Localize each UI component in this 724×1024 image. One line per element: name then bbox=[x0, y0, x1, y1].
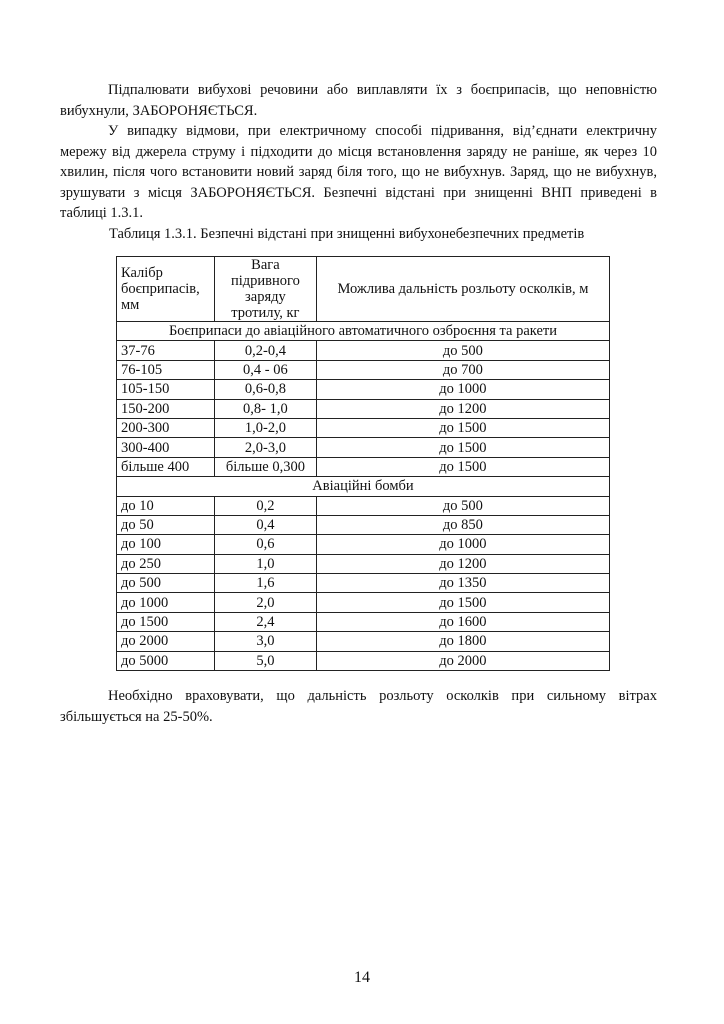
page-number: 14 bbox=[354, 969, 370, 986]
header-range: Можлива дальність розльоту осколків, м bbox=[316, 257, 609, 322]
table-row bbox=[117, 360, 610, 379]
range-cell: до 1000 bbox=[316, 380, 609, 399]
caliber-cell: до 500 bbox=[117, 574, 215, 593]
caliber-cell: до 10 bbox=[117, 496, 215, 515]
weight-cell: 2,4 bbox=[214, 612, 316, 631]
caliber-cell: до 5000 bbox=[117, 651, 215, 670]
table-row bbox=[117, 380, 610, 399]
weight-cell: 0,2-0,4 bbox=[214, 341, 316, 360]
range-cell: до 1500 bbox=[316, 418, 609, 437]
weight-cell: 2,0-3,0 bbox=[214, 438, 316, 457]
caliber-cell: до 100 bbox=[117, 535, 215, 554]
paragraph-text: У випадку відмови, при електричному способі підривання, від’єднати електричну мережу від джерела струму і підходити до місця встановлення заряду не раніше, як через 10 хвилин, після чого встановити новий заряд біля того, що не вибухнув. Заряд, що не вибухнув, зрушувати з місця bbox=[60, 123, 657, 201]
safe-distance-table bbox=[116, 256, 610, 671]
table-row bbox=[117, 574, 610, 593]
table-row bbox=[117, 341, 610, 360]
table-row bbox=[117, 554, 610, 573]
paragraph-prohibition-melting bbox=[60, 80, 657, 121]
weight-cell: 0,6-0,8 bbox=[214, 380, 316, 399]
range-cell: до 1350 bbox=[316, 574, 609, 593]
section-row bbox=[117, 477, 610, 496]
table-body bbox=[117, 322, 610, 671]
weight-cell: 2,0 bbox=[214, 593, 316, 612]
caliber-cell: до 50 bbox=[117, 515, 215, 534]
header-caliber: Калібр боєприпасів, мм bbox=[117, 257, 215, 322]
prohibition-word: ЗАБОРОНЯЄТЬСЯ. bbox=[190, 184, 315, 201]
caliber-cell: 76-105 bbox=[117, 360, 215, 379]
range-cell: до 1500 bbox=[316, 438, 609, 457]
paragraph-text: Підпалювати вибухові речовини або виплавляти їх з боєприпасів, що неповністю вибухнули, bbox=[60, 82, 657, 119]
table-row bbox=[117, 651, 610, 670]
table-row bbox=[117, 632, 610, 651]
table-row bbox=[117, 438, 610, 457]
caliber-cell: до 250 bbox=[117, 554, 215, 573]
weight-cell: 0,6 bbox=[214, 535, 316, 554]
range-cell: до 850 bbox=[316, 515, 609, 534]
range-cell: до 2000 bbox=[316, 651, 609, 670]
section-title: Авіаційні бомби bbox=[117, 477, 610, 496]
table-row bbox=[117, 418, 610, 437]
paragraph-text: Необхідно враховувати, що дальність розльоту осколків при сильному вітрах збільшується на 25-50%. bbox=[60, 688, 657, 725]
table-row bbox=[117, 612, 610, 631]
section-row bbox=[117, 322, 610, 341]
weight-cell: 0,4 - 06 bbox=[214, 360, 316, 379]
caliber-cell: 37-76 bbox=[117, 341, 215, 360]
range-cell: до 1800 bbox=[316, 632, 609, 651]
paragraph-text: Безпечні відстані при знищенні ВНП приведені в таблиці 1.3.1. bbox=[60, 184, 657, 222]
header-weight: Вага підривного заряду тротилу, кг bbox=[214, 257, 316, 322]
weight-cell: 0,8- 1,0 bbox=[214, 399, 316, 418]
weight-cell: 0,4 bbox=[214, 515, 316, 534]
weight-cell: 0,2 bbox=[214, 496, 316, 515]
prohibition-word: ЗАБОРОНЯЄТЬСЯ. bbox=[132, 102, 258, 119]
range-cell: до 500 bbox=[316, 341, 609, 360]
table-row bbox=[117, 593, 610, 612]
table-row bbox=[117, 515, 610, 534]
range-cell: до 500 bbox=[316, 496, 609, 515]
caliber-cell: 300-400 bbox=[117, 438, 215, 457]
range-cell: до 1200 bbox=[316, 399, 609, 418]
weight-cell: 1,0-2,0 bbox=[214, 418, 316, 437]
table-row bbox=[117, 399, 610, 418]
section-title: Боєприпаси до авіаційного автоматичного озброєння та ракети bbox=[117, 322, 610, 341]
caliber-cell: більше 400 bbox=[117, 457, 215, 476]
table-caption: Таблиця 1.3.1. Безпечні відстані при знищенні вибухонебезпечних предметів bbox=[109, 226, 585, 242]
caliber-cell: до 1000 bbox=[117, 593, 215, 612]
weight-cell: більше 0,300 bbox=[214, 457, 316, 476]
weight-cell: 3,0 bbox=[214, 632, 316, 651]
table-row bbox=[117, 496, 610, 515]
weight-cell: 1,6 bbox=[214, 574, 316, 593]
range-cell: до 1500 bbox=[316, 457, 609, 476]
range-cell: до 1500 bbox=[316, 593, 609, 612]
weight-cell: 5,0 bbox=[214, 651, 316, 670]
weight-cell: 1,0 bbox=[214, 554, 316, 573]
caliber-cell: 150-200 bbox=[117, 399, 215, 418]
caliber-cell: до 1500 bbox=[117, 612, 215, 631]
range-cell: до 1600 bbox=[316, 612, 609, 631]
caliber-cell: 200-300 bbox=[117, 418, 215, 437]
range-cell: до 1000 bbox=[316, 535, 609, 554]
range-cell: до 1200 bbox=[316, 554, 609, 573]
paragraph-failure-procedure bbox=[60, 121, 657, 224]
table-row bbox=[117, 535, 610, 554]
caliber-cell: 105-150 bbox=[117, 380, 215, 399]
table-header-row bbox=[117, 257, 610, 322]
caliber-cell: до 2000 bbox=[117, 632, 215, 651]
range-cell: до 700 bbox=[316, 360, 609, 379]
table-row bbox=[117, 457, 610, 476]
paragraph-wind-note bbox=[60, 686, 657, 727]
